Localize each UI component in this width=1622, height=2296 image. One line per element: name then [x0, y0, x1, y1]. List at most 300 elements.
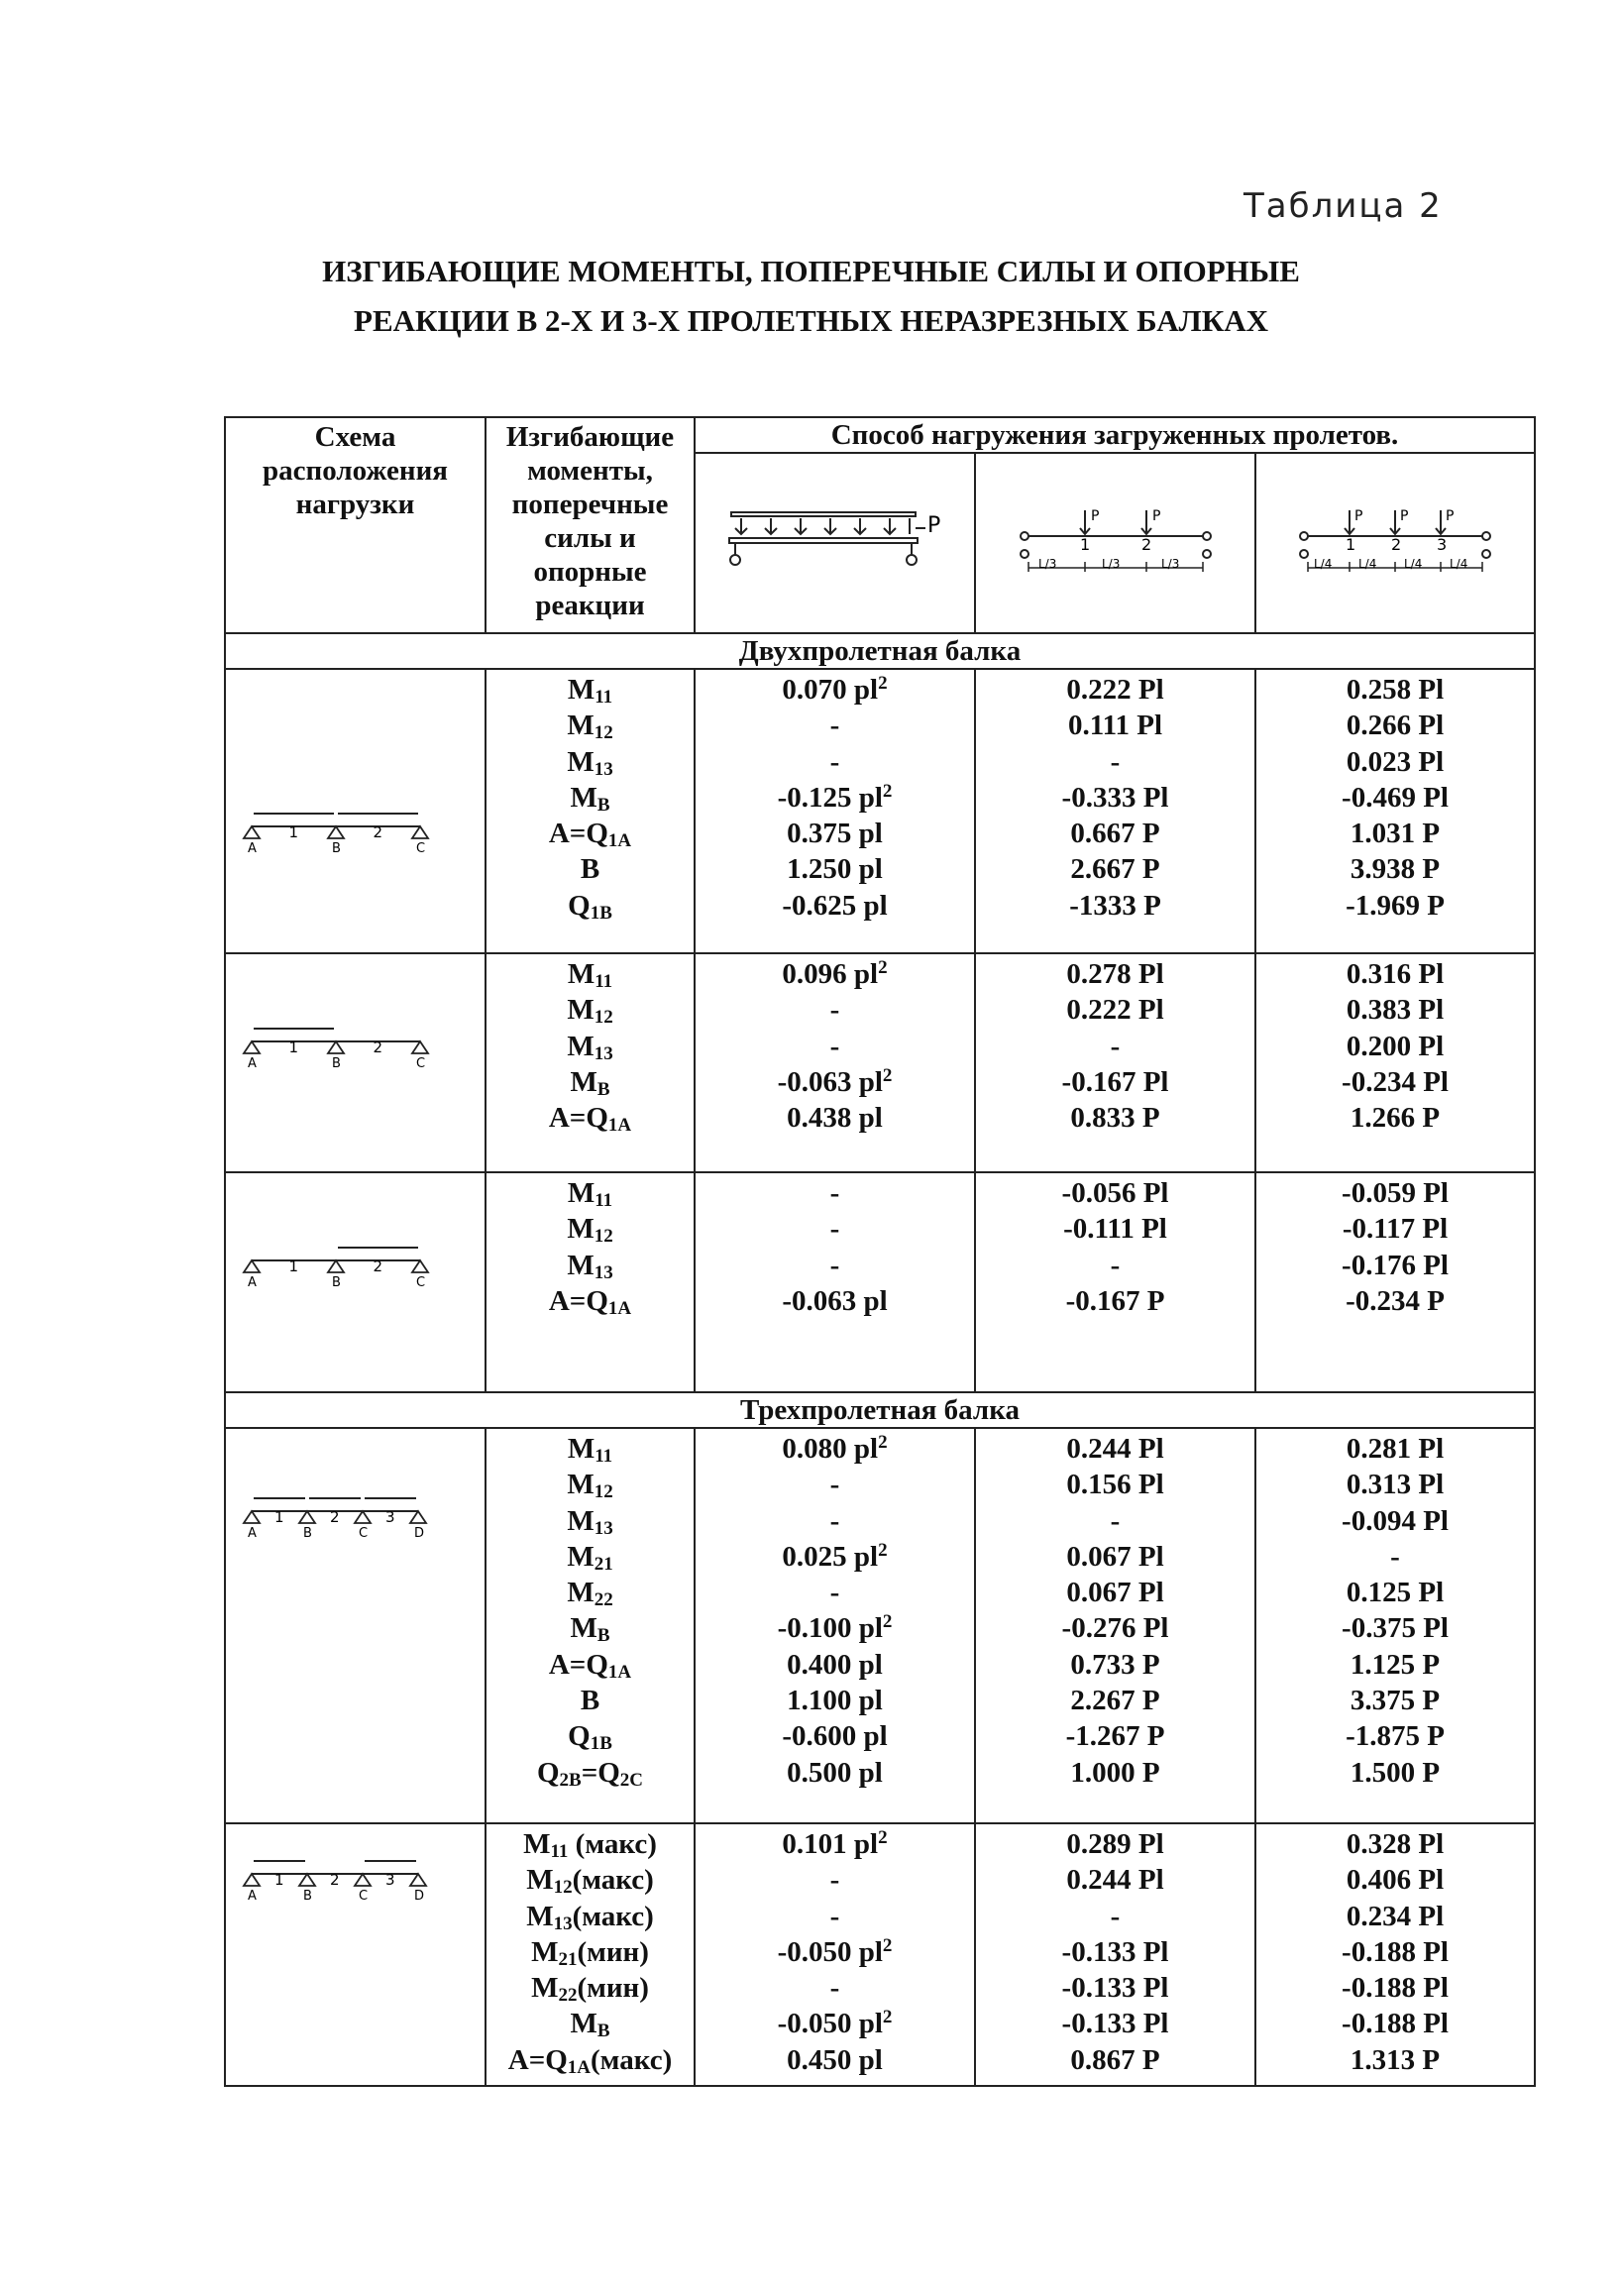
- label-subscript: B: [596, 1625, 610, 1647]
- label-suffix: (макс): [591, 2043, 673, 2076]
- quarters-span-4: L/4: [1450, 556, 1468, 571]
- value-v3: [1256, 816, 1534, 851]
- beam-scheme-icon: [240, 1024, 448, 1073]
- value-text: 0.200 Pl: [1346, 1030, 1445, 1062]
- label-subscript: 12: [594, 1226, 613, 1248]
- value-v1: [696, 1610, 974, 1646]
- quantity-label: [487, 2042, 694, 2078]
- label-main: M: [567, 745, 595, 778]
- value-v1: [696, 2006, 974, 2041]
- support-label: C: [359, 1889, 369, 1904]
- beam-scheme-icon: [240, 809, 448, 858]
- values-cell-v2: [975, 1823, 1255, 2086]
- label-suffix: (мин): [577, 1972, 649, 2005]
- value-v3: [1256, 1970, 1534, 2006]
- value-text: -0.188 Pl: [1342, 2008, 1449, 2040]
- values-column: [696, 954, 974, 1136]
- values-column: [1256, 1824, 1534, 2078]
- value-v1: [696, 1755, 974, 1791]
- quantity-label: [487, 851, 694, 887]
- header-scheme-line: расположения: [263, 455, 448, 487]
- value-v1: [696, 1467, 974, 1502]
- scheme-box: [226, 1824, 485, 2085]
- value-v3: [1256, 1539, 1534, 1575]
- value-v1: [696, 2042, 974, 2078]
- quantity-label: [487, 1755, 694, 1791]
- quarters-force-label-2: P: [1400, 507, 1409, 524]
- values-cell-v3: [1255, 1172, 1535, 1392]
- quarters-point-3: 3: [1437, 534, 1448, 554]
- value-text: -: [829, 1900, 840, 1932]
- value-v3: [1256, 1248, 1534, 1283]
- header-moments-line: Изгибающие: [505, 421, 675, 453]
- value-text: 0.383 Pl: [1346, 994, 1445, 1027]
- value-exponent: 2: [882, 1064, 893, 1086]
- value-text: 0.266 Pl: [1346, 710, 1445, 742]
- uniform-load-diagram: [695, 453, 975, 633]
- label-main: B: [580, 853, 600, 886]
- support-label: A: [248, 1889, 257, 1904]
- thirds-span-1: L/3: [1037, 556, 1056, 571]
- table-number-label: Таблица 2: [1244, 186, 1443, 226]
- value-v1: [696, 1718, 974, 1754]
- value-v3: [1256, 1647, 1534, 1683]
- value-text: 0.111 Pl: [1067, 710, 1163, 742]
- support-label: C: [416, 1056, 426, 1071]
- value-text: -0.176 Pl: [1342, 1249, 1449, 1281]
- page-title-line-2: РЕАКЦИИ В 2-Х И 3-Х ПРОЛЕТНЫХ НЕРАЗРЕЗНЫХ БАЛКАХ: [354, 303, 1268, 338]
- value-text: -0.133 Pl: [1061, 1972, 1169, 2005]
- header-moments: [486, 417, 695, 633]
- data-block-row: [225, 1172, 1535, 1392]
- label-suffix: (макс): [572, 1900, 654, 1932]
- data-block-row: [225, 1428, 1535, 1823]
- value-text: -1.267 P: [1065, 1720, 1165, 1753]
- value-v3: [1256, 1175, 1534, 1211]
- value-text: 0.500 pl: [787, 1756, 883, 1789]
- value-v2: [976, 888, 1254, 924]
- label-subscript: 1A: [607, 1661, 632, 1683]
- value-text: 0.406 Pl: [1346, 1864, 1445, 1897]
- quantity-label: [487, 1431, 694, 1467]
- value-v1: [696, 1539, 974, 1575]
- value-text: 0.222 Pl: [1066, 994, 1164, 1027]
- value-v2: [976, 1970, 1254, 2006]
- scheme-cell: [225, 953, 486, 1172]
- value-v3: [1256, 851, 1534, 887]
- values-column: [1256, 670, 1534, 924]
- value-text: 0.080 pl: [782, 1433, 879, 1465]
- label-main: A=Q: [507, 2043, 568, 2076]
- values-column: [1256, 1429, 1534, 1791]
- label-main: Q: [568, 889, 591, 922]
- quarters-span-1: L/4: [1314, 556, 1333, 571]
- values-column: [696, 1429, 974, 1791]
- value-exponent: 2: [882, 780, 893, 802]
- value-v1: [696, 1575, 974, 1610]
- quantity-label: [487, 1647, 694, 1683]
- value-v1: [696, 1934, 974, 1970]
- value-text: 1.100 pl: [787, 1685, 883, 1717]
- label-main: M: [567, 674, 595, 706]
- values-column: [976, 1429, 1254, 1791]
- quantity-label: [487, 1503, 694, 1539]
- value-v2: [976, 744, 1254, 780]
- label-subscript: 12: [594, 1007, 613, 1029]
- values-column: [1256, 954, 1534, 1136]
- quantity-label: [487, 1610, 694, 1646]
- value-text: 0.278 Pl: [1066, 958, 1164, 990]
- span-number: 1: [288, 823, 299, 841]
- label-subscript: 12: [594, 722, 613, 744]
- header-scheme-line: Схема: [314, 421, 396, 453]
- value-v1: [696, 888, 974, 924]
- page-title-line-1: ИЗГИБАЮЩИЕ МОМЕНТЫ, ПОПЕРЕЧНЫЕ СИЛЫ И ОПОРНЫЕ: [322, 254, 1300, 288]
- value-v2: [976, 1539, 1254, 1575]
- value-v3: [1256, 2042, 1534, 2078]
- value-text: 0.234 Pl: [1346, 1900, 1445, 1932]
- label-main: A=Q: [548, 1284, 608, 1317]
- value-v3: [1256, 1503, 1534, 1539]
- value-v1: [696, 708, 974, 743]
- support-icon: [244, 1874, 260, 1886]
- quantity-label: [487, 1029, 694, 1064]
- value-v3: [1256, 1467, 1534, 1502]
- label-main: M: [531, 1972, 559, 2005]
- value-v2: [976, 1610, 1254, 1646]
- header-moments-line: опорные: [533, 556, 647, 588]
- label-main: Q: [568, 1720, 591, 1753]
- quantity-label: [487, 672, 694, 708]
- value-text: -: [829, 1030, 840, 1062]
- value-exponent: 2: [878, 673, 888, 694]
- scheme-box: [226, 1173, 485, 1391]
- values-column: [976, 954, 1254, 1136]
- section-title: Двухпролетная балка: [738, 635, 1022, 667]
- quantity-label: [487, 1575, 694, 1610]
- support-icon: [412, 1260, 428, 1272]
- value-text: -0.234 P: [1346, 1284, 1445, 1317]
- value-text: -0.234 Pl: [1342, 1065, 1449, 1098]
- value-text: 1.000 P: [1070, 1756, 1160, 1789]
- support-icon: [412, 826, 428, 838]
- support-icon: [410, 1511, 426, 1523]
- label-main: M: [567, 710, 595, 742]
- value-text: -0.100 pl: [777, 1612, 883, 1645]
- value-text: 0.316 Pl: [1346, 958, 1445, 990]
- label-subscript: 21: [558, 1948, 578, 1970]
- value-v3: [1256, 1431, 1534, 1467]
- value-v2: [976, 2006, 1254, 2041]
- labels-column: [487, 1824, 694, 2078]
- labels-cell: [486, 669, 695, 953]
- value-text: -: [1110, 745, 1121, 778]
- value-text: -1.875 P: [1346, 1720, 1445, 1753]
- value-v3: [1256, 672, 1534, 708]
- value-v1: [696, 1683, 974, 1718]
- value-text: 2.667 P: [1070, 853, 1160, 886]
- span-number: 2: [330, 1871, 340, 1889]
- label-subscript: 2B: [559, 1769, 582, 1791]
- quarters-point-2: 2: [1391, 534, 1402, 554]
- value-text: 0.067 Pl: [1066, 1577, 1164, 1609]
- value-text: 0.096 pl: [782, 958, 879, 990]
- label-main: M: [526, 1900, 554, 1932]
- value-text: -0.050 pl: [777, 1935, 883, 1968]
- labels-cell: [486, 1428, 695, 1823]
- value-v3: [1256, 992, 1534, 1028]
- value-v2: [976, 1029, 1254, 1064]
- span-number: 1: [288, 1257, 299, 1275]
- value-v3: [1256, 1683, 1534, 1718]
- value-text: -0.063 pl: [777, 1065, 883, 1098]
- value-v3: [1256, 1718, 1534, 1754]
- values-cell-v2: [975, 1428, 1255, 1823]
- value-text: 0.375 pl: [787, 818, 883, 850]
- data-block-row: [225, 669, 1535, 953]
- value-text: 3.375 P: [1350, 1685, 1441, 1717]
- values-cell-v3: [1255, 1428, 1535, 1823]
- value-v2: [976, 1683, 1254, 1718]
- value-v2: [976, 1934, 1254, 1970]
- loading-method-text: Способ нагружения загруженных пролетов.: [830, 419, 1399, 451]
- value-text: -: [829, 710, 840, 742]
- label-main: M: [567, 1469, 595, 1501]
- quantity-label: [487, 744, 694, 780]
- quantity-label: [487, 1283, 694, 1319]
- value-text: -: [1110, 1030, 1121, 1062]
- label-main: M: [567, 994, 595, 1027]
- quarters-span-2: L/4: [1358, 556, 1377, 571]
- label-subscript: 1A: [607, 830, 632, 852]
- data-block-row: [225, 1823, 1535, 2086]
- value-v2: [976, 1899, 1254, 1934]
- value-v1: [696, 672, 974, 708]
- value-text: -0.133 Pl: [1061, 1935, 1169, 1968]
- value-text: -: [829, 994, 840, 1027]
- quantity-label: [487, 992, 694, 1028]
- label-main: M: [567, 1540, 595, 1573]
- label-subscript-2: 2C: [619, 1769, 644, 1791]
- support-label: C: [416, 1275, 426, 1290]
- quantity-label: [487, 2006, 694, 2041]
- value-v2: [976, 672, 1254, 708]
- label-subscript: B: [596, 1078, 610, 1100]
- two-point-load-diagram: [975, 453, 1255, 633]
- support-label: D: [414, 1889, 425, 1904]
- value-text: 0.023 Pl: [1346, 745, 1445, 778]
- value-v3: [1256, 1029, 1534, 1064]
- support-icon: [244, 1511, 260, 1523]
- label-subscript: 11: [595, 971, 613, 992]
- support-label: A: [248, 841, 257, 856]
- support-label: D: [414, 1526, 425, 1541]
- uniform-load-p: P: [926, 512, 940, 538]
- quarters-force-label-1: P: [1354, 507, 1363, 524]
- values-cell-v3: [1255, 669, 1535, 953]
- value-text: 0.070 pl: [782, 674, 879, 706]
- values-column: [696, 1824, 974, 2078]
- value-v3: [1256, 780, 1534, 816]
- quantity-label: [487, 1683, 694, 1718]
- values-cell-v1: [695, 953, 975, 1172]
- value-text: -0.333 Pl: [1061, 781, 1169, 814]
- value-v3: [1256, 956, 1534, 992]
- label-subscript: 11: [595, 687, 613, 708]
- label-main: M: [567, 1433, 595, 1465]
- label-main: M: [567, 1177, 595, 1209]
- label-main: M: [570, 781, 597, 814]
- label-subscript: 1A: [607, 1115, 632, 1137]
- label-subscript: 13: [594, 1042, 613, 1064]
- value-v2: [976, 2042, 1254, 2078]
- scheme-box: [226, 670, 485, 952]
- value-text: -0.056 Pl: [1061, 1177, 1169, 1209]
- value-v3: [1256, 2006, 1534, 2041]
- value-v2: [976, 1211, 1254, 1247]
- values-cell-v2: [975, 669, 1255, 953]
- value-text: 1.125 P: [1350, 1648, 1441, 1681]
- label-main: M: [567, 1030, 595, 1062]
- value-text: 1.500 P: [1350, 1756, 1441, 1789]
- section-title: Трехпролетная балка: [740, 1394, 1020, 1426]
- span-number: 2: [373, 1039, 383, 1056]
- value-text: -: [1110, 1504, 1121, 1537]
- three-point-load-diagram: [1255, 453, 1535, 633]
- value-v3: [1256, 1211, 1534, 1247]
- values-column: [976, 1173, 1254, 1319]
- quantity-label: [487, 888, 694, 924]
- value-text: -0.117 Pl: [1342, 1213, 1449, 1246]
- scheme-cell: [225, 1428, 486, 1823]
- value-text: -: [829, 1177, 840, 1209]
- support-label: B: [332, 841, 341, 856]
- label-subscript: 1B: [590, 902, 612, 924]
- value-text: 0.222 Pl: [1066, 674, 1164, 706]
- value-v1: [696, 1862, 974, 1898]
- value-v3: [1256, 1610, 1534, 1646]
- labels-column: [487, 954, 694, 1136]
- value-text: -: [829, 1469, 840, 1501]
- quantity-label: [487, 1934, 694, 1970]
- label-main: M: [567, 958, 595, 990]
- value-text: -0.063 pl: [782, 1284, 888, 1317]
- value-v3: [1256, 1100, 1534, 1136]
- label-subscript: B: [596, 794, 610, 816]
- label-subscript: 1A: [607, 1297, 632, 1319]
- value-text: 0.400 pl: [787, 1648, 883, 1681]
- value-text: 1.313 P: [1350, 2043, 1441, 2076]
- value-text: 0.438 pl: [787, 1102, 883, 1135]
- value-v1: [696, 851, 974, 887]
- value-text: 0.281 Pl: [1346, 1433, 1445, 1465]
- support-icon: [355, 1874, 371, 1886]
- header-row-1: [225, 417, 1535, 453]
- value-v1: [696, 956, 974, 992]
- label-main: M: [526, 1864, 554, 1897]
- support-label: C: [416, 841, 426, 856]
- scheme-box: [226, 954, 485, 1171]
- header-scheme-line: нагрузки: [295, 489, 415, 520]
- value-v2: [976, 1467, 1254, 1502]
- labels-column: [487, 670, 694, 924]
- values-column: [976, 1824, 1254, 2078]
- label-main: M: [523, 1828, 551, 1860]
- value-v2: [976, 1718, 1254, 1754]
- label-subscript: 22: [558, 1985, 578, 2007]
- quarters-span-3: L/4: [1404, 556, 1423, 571]
- support-icon: [299, 1874, 315, 1886]
- labels-cell: [486, 1823, 695, 2086]
- label-subscript: 13: [594, 1261, 613, 1283]
- label-main: B: [580, 1685, 600, 1717]
- value-v1: [696, 744, 974, 780]
- value-v3: [1256, 888, 1534, 924]
- support-icon: [244, 1041, 260, 1053]
- label-subscript: 1B: [590, 1733, 612, 1755]
- value-exponent: 2: [878, 957, 888, 978]
- label-subscript: 21: [594, 1553, 613, 1575]
- support-icon: [328, 1260, 344, 1272]
- value-exponent: 2: [882, 2007, 893, 2028]
- label-main: M: [570, 1612, 597, 1645]
- label-main: M: [567, 1504, 595, 1537]
- value-text: 0.244 Pl: [1066, 1433, 1164, 1465]
- value-v1: [696, 1248, 974, 1283]
- header-scheme: [225, 417, 486, 633]
- support-icon: [410, 1874, 426, 1886]
- thirds-force-label-1: P: [1090, 507, 1099, 524]
- label-suffix: (макс): [568, 1828, 657, 1860]
- value-text: -0.125 pl: [777, 781, 883, 814]
- quantity-label: [487, 956, 694, 992]
- value-v3: [1256, 1934, 1534, 1970]
- label-subscript: 13: [594, 758, 613, 780]
- thirds-force-label-2: P: [1151, 507, 1160, 524]
- scheme-cell: [225, 1172, 486, 1392]
- values-cell-v2: [975, 1172, 1255, 1392]
- quantity-label: [487, 1899, 694, 1934]
- value-text: -1.969 P: [1346, 889, 1445, 922]
- value-v1: [696, 816, 974, 851]
- span-number: 1: [274, 1508, 284, 1526]
- value-text: -0.188 Pl: [1342, 1935, 1449, 1968]
- value-text: -: [829, 745, 840, 778]
- value-text: 0.328 Pl: [1346, 1828, 1445, 1860]
- label-main: M: [567, 1249, 595, 1281]
- value-text: 0.450 pl: [787, 2043, 883, 2076]
- value-text: -: [829, 1864, 840, 1897]
- value-v2: [976, 1100, 1254, 1136]
- label-suffix: (мин): [577, 1935, 649, 1968]
- label-subscript: 13: [553, 1913, 573, 1934]
- value-text: 0.289 Pl: [1066, 1828, 1164, 1860]
- header-moments-line: поперечные: [511, 489, 669, 520]
- label-subscript: 11: [550, 1841, 569, 1862]
- values-cell-v1: [695, 1823, 975, 2086]
- value-text: -0.276 Pl: [1061, 1612, 1169, 1645]
- support-icon: [355, 1511, 371, 1523]
- labels-cell: [486, 1172, 695, 1392]
- value-v2: [976, 1503, 1254, 1539]
- support-icon: [299, 1511, 315, 1523]
- quantity-label: [487, 816, 694, 851]
- value-v1: [696, 1899, 974, 1934]
- value-exponent: 2: [878, 1432, 888, 1453]
- value-v2: [976, 992, 1254, 1028]
- values-cell-v3: [1255, 953, 1535, 1172]
- value-v2: [976, 708, 1254, 743]
